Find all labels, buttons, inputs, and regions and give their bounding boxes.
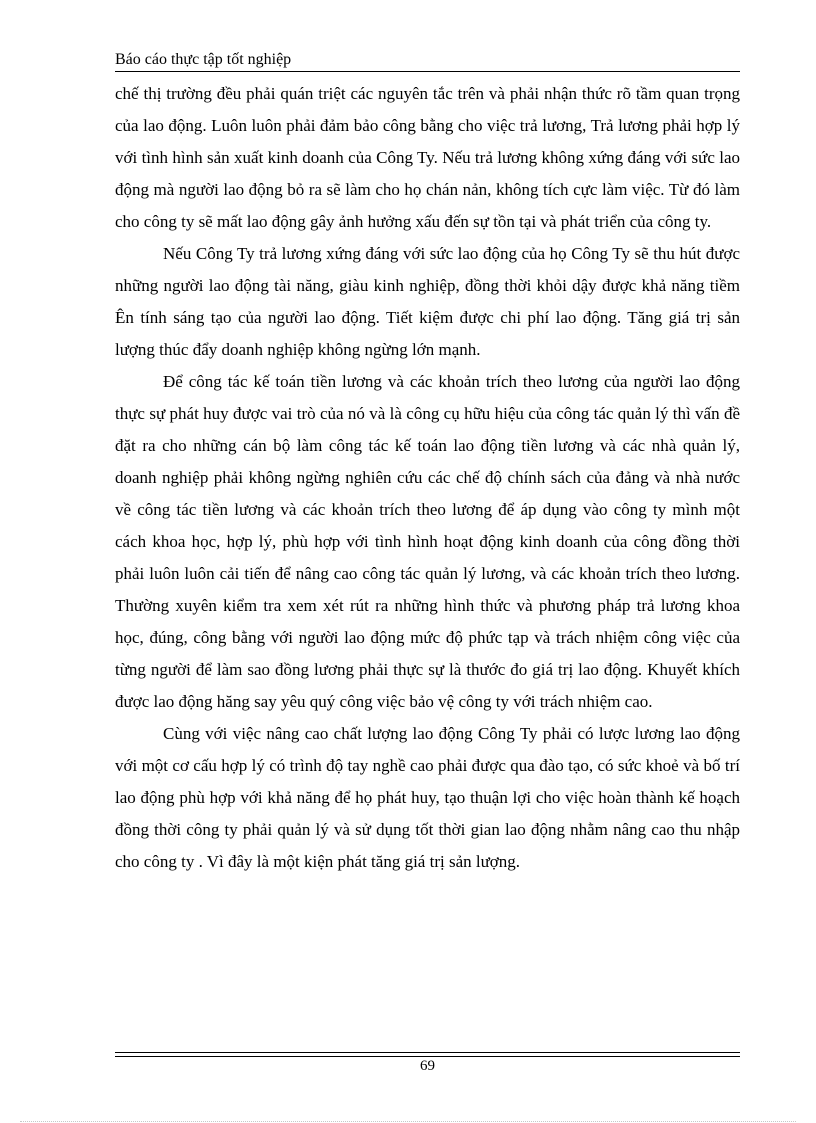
body-text [115,78,740,878]
page-number: 69 [420,1058,435,1074]
paragraph-1: chế thị trường đều phải quán triệt các nguyên tắc trên và phải nhận thức rõ tầm quan trọng của lao động. Luôn luôn phải đảm bảo công bằng cho việc trả lương, Trả lương phải hợp lý với tình hình sản xuất kinh doanh của Công Ty. Nếu trả lương không xứng đáng với sức lao động mà người lao động bỏ ra sẽ làm cho họ chán nản, không tích cực làm việc. Từ đó làm cho công ty sẽ mất lao động gây ảnh hưởng xấu đến sự tồn tại và phát triển của công ty. [115,84,740,231]
header-title: Báo cáo thực tập tốt nghiệp [115,51,292,68]
page-edge-dots [20,1121,796,1122]
paragraph-3: Để công tác kế toán tiền lương và các khoản trích theo lương của người lao động thực sự phát huy được vai trò của nó và là công cụ hữu hiệu của công tác quản lý thì vấn đề đặt ra cho những cán bộ làm công tác kế toán lao động tiền lương và các nhà quản lý, doanh nghiệp phải không ngừng nghiên cứu các chế độ chính sách của đảng và nhà nước về công tác tiền lương và các khoản trích theo lương để áp dụng vào công ty mình một cách khoa học, hợp lý, phù hợp với tình hình hoạt động kinh doanh của công đồng thời phải luôn luôn cải tiến để nâng cao công tác quản lý lương, và các khoản trích theo lương. Thường xuyên kiểm tra xem xét rút ra những hình thức và phương pháp trả lương khoa học, đúng, công bằng với người lao động mức độ phức tạp và trách nhiệm công việc của từng người để làm sao đồng lương phải thực sự là thước đo giá trị lao động. Khuyết khích được lao động hăng say yêu quý công việc bảo vệ công ty với trách nhiệm cao. [115,372,740,711]
header-rule [115,71,740,72]
footer-rule-top [115,1052,740,1053]
paragraph-4: Cùng với việc nâng cao chất lượng lao động Công Ty phải có lược lương lao động với một cơ cấu hợp lý có trình độ tay nghề cao phải được qua đào tạo, có sức khoẻ và bố trí lao động phù hợp với khả năng để họ phát huy, tạo thuận lợi cho việc hoàn thành kế hoạch đồng thời công ty phải quản lý và sử dụng tốt thời gian lao động nhằm nâng cao thu nhập cho công ty . Vì đây là một kiện phát tăng giá trị sản lượng. [115,724,740,871]
paragraph-2: Nếu Công Ty trả lương xứng đáng với sức lao động của họ Công Ty sẽ thu hút được những người lao động tài năng, giàu kinh nghiệp, đồng thời khỏi dậy được khả năng tiềm Ên tính sáng tạo của người lao động. Tiết kiệm được chi phí lao động. Tăng giá trị sản lượng thúc đẩy doanh nghiệp không ngừng lớn mạnh. [115,244,740,359]
